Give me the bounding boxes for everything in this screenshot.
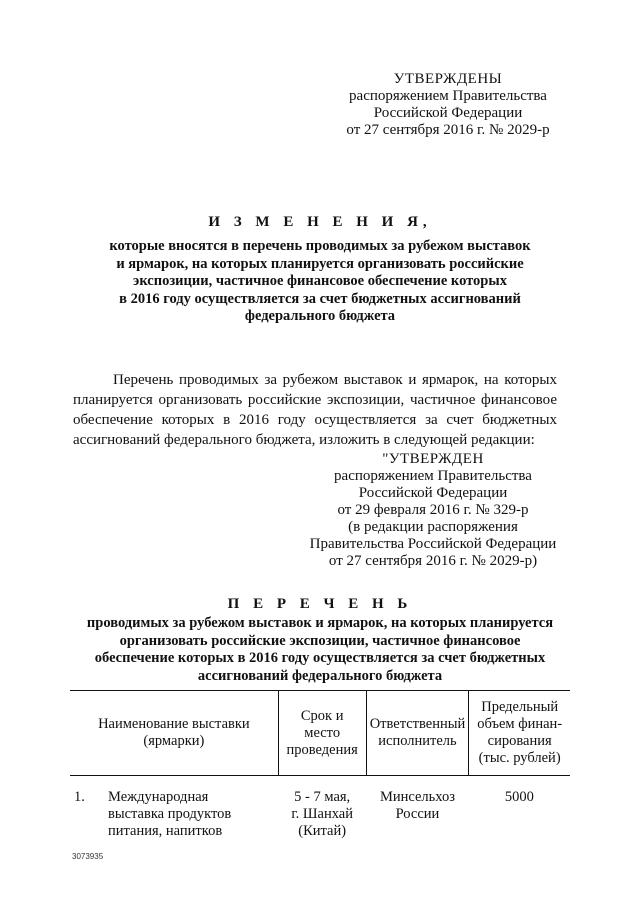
changes-subtitle bbox=[70, 238, 570, 326]
table-header-row bbox=[70, 691, 570, 776]
list-subtitle bbox=[64, 615, 576, 685]
cell-funding bbox=[469, 776, 570, 841]
exhibitions-table bbox=[70, 690, 570, 840]
header-line: (ярмарки) bbox=[143, 733, 205, 749]
name-line: выставка продуктов bbox=[108, 806, 232, 822]
subtitle-line: и ярмарок, на которых планируется организовать российские bbox=[116, 255, 524, 272]
dates-line: г. Шанхай bbox=[291, 806, 353, 822]
cell-responsible bbox=[366, 776, 469, 841]
header-line: объем финан- bbox=[477, 716, 563, 732]
subtitle-line: федерального бюджета bbox=[244, 308, 396, 324]
funding-value: 5000 bbox=[504, 789, 534, 805]
row-number: 1. bbox=[74, 789, 85, 805]
approval-block-top bbox=[332, 71, 564, 139]
subtitle-line: проводимых за рубежом выставок и ярмарок, на которых планируется bbox=[86, 615, 554, 631]
header-line: проведения bbox=[286, 741, 358, 758]
header-dates bbox=[278, 691, 366, 776]
cell-name bbox=[70, 776, 278, 841]
list-title: П Е Р Е Ч Е Н Ь bbox=[227, 596, 413, 612]
approval-line: Правительства Российской Федерации bbox=[309, 536, 557, 552]
approval-line: распоряжением Правительства bbox=[349, 88, 547, 104]
header-line: Наименование выставки bbox=[98, 716, 250, 732]
changes-title: И З М Е Н Е Н И Я, bbox=[208, 214, 432, 230]
header-line: Ответственный bbox=[369, 716, 466, 732]
body-paragraph-text: Перечень проводимых за рубежом выставок и ярмарок, на которых планируется организовать российские экспозиции, частичное финансовое обеспечение которых в 2016 году осуществляется за счет бюджетных ассигнований федерального бюджета, изложить в следующей редакции: bbox=[73, 372, 557, 448]
subtitle-line: организовать российские экспозиции, частичное финансовое bbox=[119, 632, 521, 649]
dates-line: 5 - 7 мая, bbox=[294, 789, 351, 805]
approval-heading: "УТВЕРЖДЕН bbox=[382, 451, 484, 467]
header-line: исполнитель bbox=[378, 733, 457, 749]
header-responsible bbox=[366, 691, 469, 776]
subtitle-line: ассигнований федерального бюджета bbox=[197, 667, 443, 684]
dates-line: (Китай) bbox=[298, 823, 347, 839]
header-line: Срок и bbox=[300, 707, 344, 724]
subtitle-line: экспозиции, частичное финансовое обеспечение которых bbox=[133, 273, 507, 289]
header-funding bbox=[469, 691, 570, 776]
approval-date-line: от 27 сентября 2016 г. № 2029-р) bbox=[328, 553, 538, 569]
body-paragraph bbox=[73, 370, 557, 450]
header-line: (тыс. рублей) bbox=[478, 750, 561, 766]
subtitle-line: которые вносятся в перечень проводимых за рубежом выставок bbox=[109, 238, 531, 254]
name-line: Международная bbox=[108, 789, 209, 805]
approval-date-line: от 29 февраля 2016 г. № 329-р bbox=[337, 502, 529, 518]
approval-heading: УТВЕРЖДЕНЫ bbox=[393, 71, 503, 87]
header-line: сирования bbox=[487, 733, 552, 749]
responsible-line: России bbox=[395, 806, 440, 822]
approval-line: Российской Федерации bbox=[373, 105, 523, 121]
approval-line: (в редакции распоряжения bbox=[348, 519, 518, 535]
responsible-line: Минсельхоз bbox=[379, 789, 455, 805]
approval-line: распоряжением Правительства bbox=[334, 468, 532, 484]
header-name bbox=[70, 691, 278, 776]
subtitle-line: обеспечение которых в 2016 году осуществляется за счет бюджетных bbox=[94, 650, 546, 666]
approval-date-line: от 27 сентября 2016 г. № 2029-р bbox=[346, 122, 550, 138]
approval-block-inner bbox=[296, 451, 570, 570]
header-line: Предельный bbox=[481, 699, 559, 715]
approval-line: Российской Федерации bbox=[358, 485, 508, 501]
name-line: питания, напитков bbox=[108, 823, 223, 839]
table-row bbox=[70, 776, 570, 841]
subtitle-line: в 2016 году осуществляется за счет бюджетных ассигнований bbox=[119, 290, 521, 307]
header-line: место bbox=[304, 724, 341, 741]
document-code: 3073935 bbox=[72, 852, 104, 861]
cell-dates bbox=[278, 776, 366, 841]
